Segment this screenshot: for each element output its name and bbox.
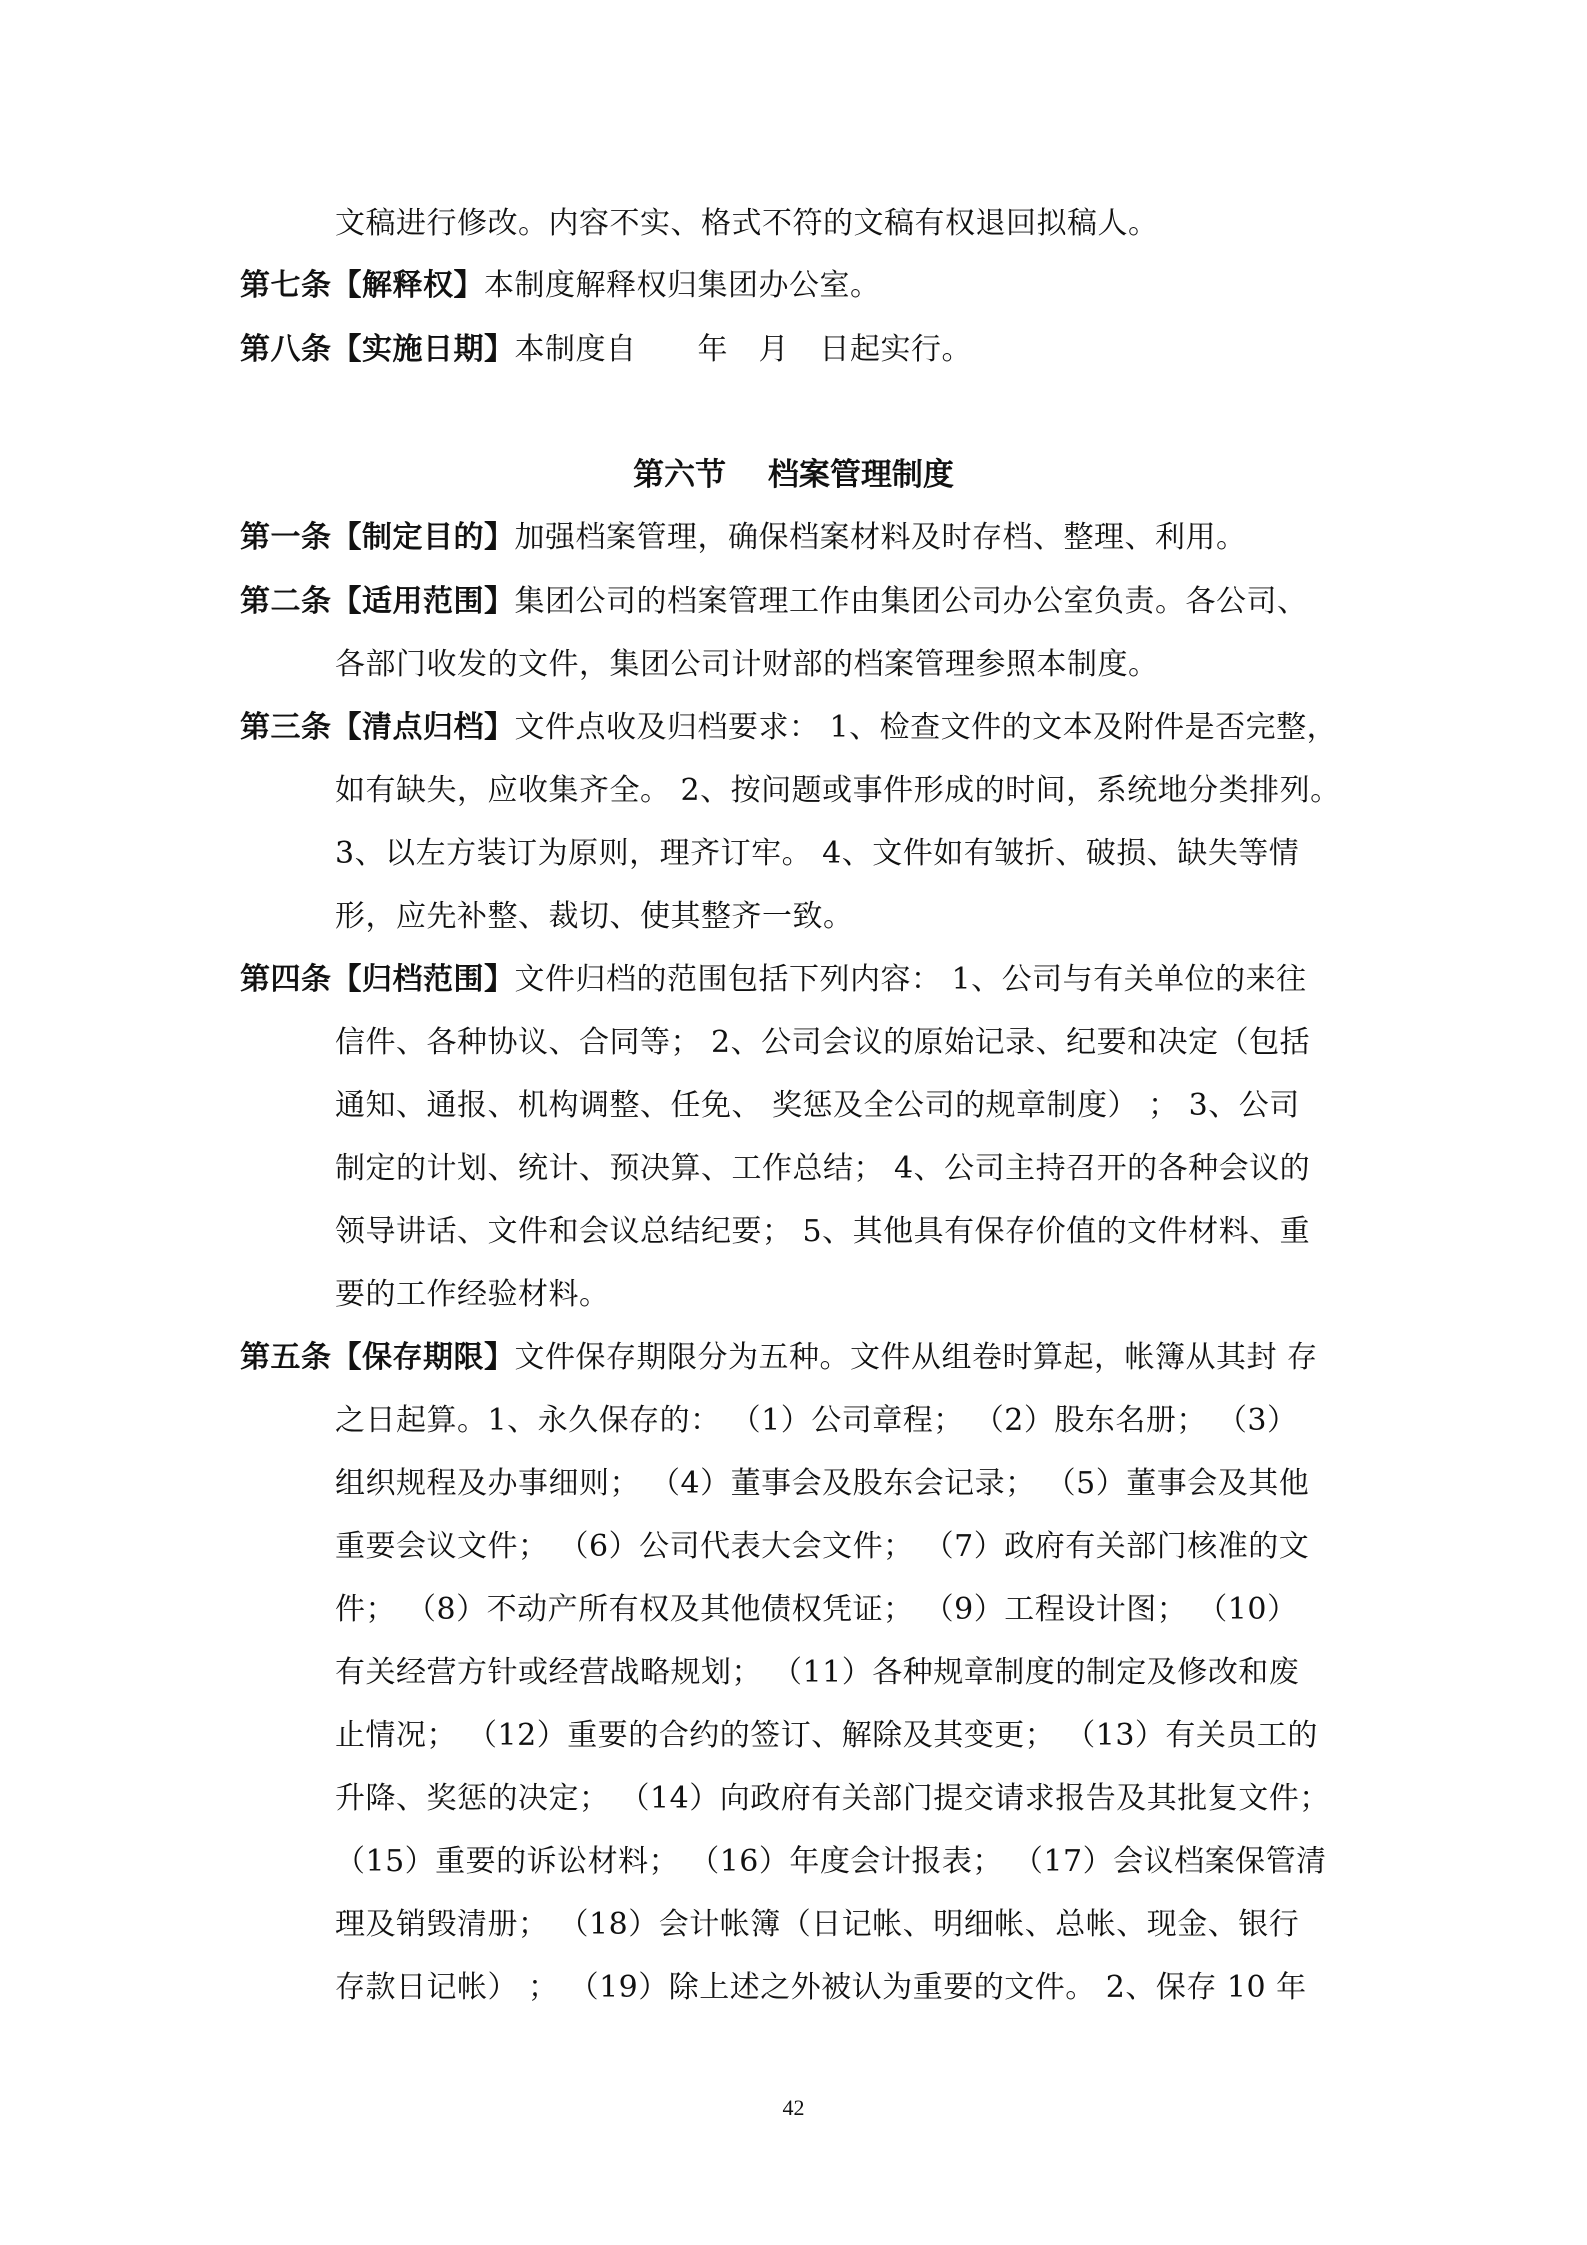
section-article-5-line-10: 理及销毁清册； （18）会计帐簿（日记帐、明细帐、总帐、现金、银行	[335, 1907, 1300, 1942]
section-article-4-line-2: 信件、各种协议、合同等； 2、公司会议的原始记录、纪要和决定（包括	[335, 1025, 1311, 1060]
section-article-5-line-3: 组织规程及办事细则； （4）董事会及股东会记录； （5）董事会及其他	[335, 1466, 1310, 1501]
article-7-text: 本制度解释权归集团办公室。	[484, 268, 881, 303]
article-7-label: 第七条【解释权】	[240, 268, 484, 303]
article-8	[240, 330, 972, 370]
section-article-2-line-2: 各部门收发的文件，集团公司计财部的档案管理参照本制度。	[335, 647, 1159, 682]
section-article-5-line-8: 升降、奖惩的决定； （14）向政府有关部门提交请求报告及其批复文件；	[335, 1781, 1330, 1816]
section-article-4	[240, 960, 1307, 1000]
section-article-5	[240, 1338, 1318, 1378]
section-article-4-line-6: 要的工作经验材料。	[335, 1277, 610, 1312]
article-7	[240, 266, 881, 306]
section-article-5-label: 第五条【保存期限】	[240, 1340, 515, 1375]
section-article-4-line-5: 领导讲话、文件和会议总结纪要； 5、其他具有保存价值的文件材料、重	[335, 1214, 1311, 1249]
section-article-5-line-4: 重要会议文件； （6）公司代表大会文件； （7）政府有关部门核准的文	[335, 1529, 1310, 1564]
section-title: 第六节 档案管理制度	[633, 457, 954, 493]
section-article-3-line-1: 文件点收及归档要求： 1、检查文件的文本及附件是否完整，	[514, 710, 1338, 745]
section-article-5-line-6: 有关经营方针或经营战略规划； （11）各种规章制度的制定及修改和废	[335, 1655, 1300, 1690]
section-article-2	[240, 582, 1308, 622]
page-number: 42	[782, 2095, 805, 2120]
section-article-3-line-2: 如有缺失，应收集齐全。 2、按问题或事件形成的时间，系统地分类排列。	[335, 773, 1341, 808]
section-article-5-line-11: 存款日记帐） ； （19）除上述之外被认为重要的文件。 2、保存 10 年	[335, 1970, 1307, 2005]
section-article-5-line-9: （15）重要的诉讼材料； （16）年度会计报表； （17）会议档案保管清	[335, 1844, 1327, 1879]
section-article-5-line-5: 件； （8）不动产所有权及其他债权凭证； （9）工程设计图； （10）	[335, 1592, 1298, 1627]
section-article-2-label: 第二条【适用范围】	[240, 584, 515, 619]
continuation-line: 文稿进行修改。内容不实、格式不符的文稿有权退回拟稿人。	[335, 206, 1159, 241]
section-article-5-line-2: 之日起算。1、永久保存的： （1）公司章程； （2）股东名册； （3）	[335, 1403, 1298, 1438]
section-article-3-line-4: 形，应先补整、裁切、使其整齐一致。	[335, 899, 854, 934]
section-article-1-line-1: 加强档案管理，确保档案材料及时存档、整理、利用。	[514, 520, 1247, 555]
section-article-2-line-1: 集团公司的档案管理工作由集团公司办公室负责。各公司、	[514, 584, 1308, 619]
section-article-3	[240, 708, 1337, 748]
section-article-4-label: 第四条【归档范围】	[240, 962, 515, 997]
section-article-4-line-4: 制定的计划、统计、预决算、工作总结； 4、公司主持召开的各种会议的	[335, 1151, 1311, 1186]
section-article-1	[240, 518, 1247, 558]
article-8-text: 本制度自 年 月 日起实行。	[514, 332, 972, 367]
section-article-5-line-1: 文件保存期限分为五种。文件从组卷时算起，帐簿从其封 存	[514, 1340, 1318, 1375]
section-article-3-label: 第三条【清点归档】	[240, 710, 515, 745]
section-article-3-line-3: 3、以左方装订为原则，理齐订牢。 4、文件如有皱折、破损、缺失等情	[335, 836, 1300, 871]
article-8-label: 第八条【实施日期】	[240, 332, 515, 367]
section-article-4-line-3: 通知、通报、机构调整、任免、 奖惩及全公司的规章制度） ； 3、公司	[335, 1088, 1300, 1123]
section-article-4-line-1: 文件归档的范围包括下列内容： 1、公司与有关单位的来往	[514, 962, 1307, 997]
section-article-1-label: 第一条【制定目的】	[240, 520, 515, 555]
section-article-5-line-7: 止情况； （12）重要的合约的签订、解除及其变更； （13）有关员工的	[335, 1718, 1318, 1753]
